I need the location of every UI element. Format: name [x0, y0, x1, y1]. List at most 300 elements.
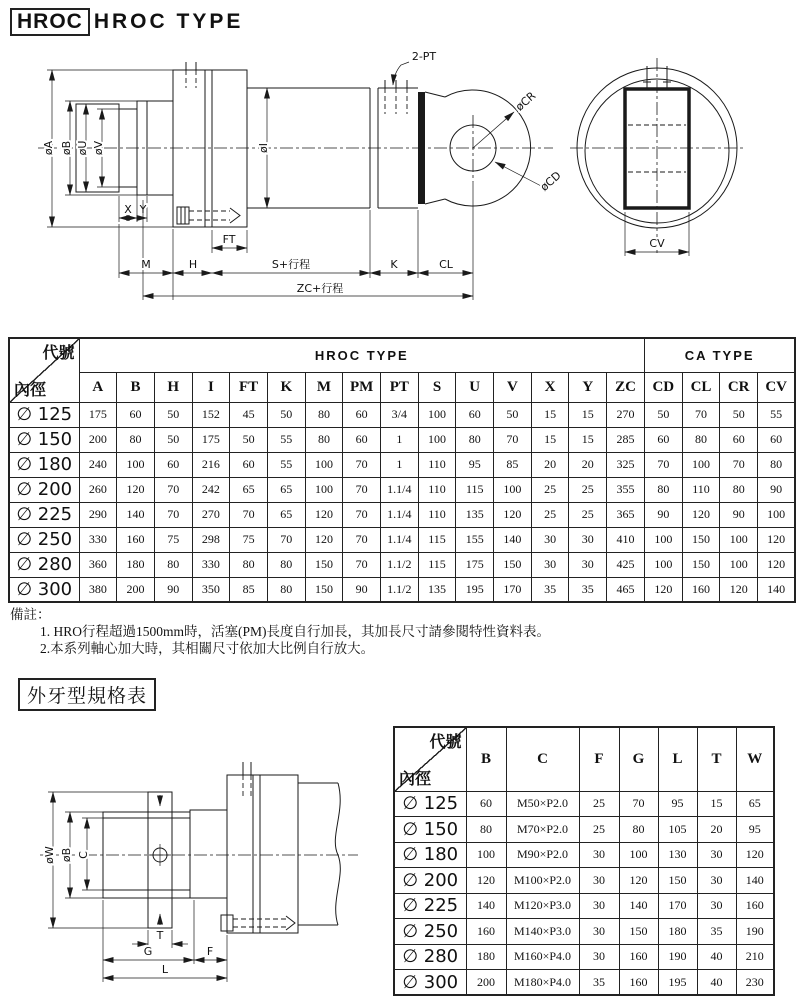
- value-cell: 95: [736, 817, 774, 843]
- value-cell: 15: [531, 402, 569, 427]
- value-cell: 80: [230, 552, 268, 577]
- value-cell: M180×P4.0: [506, 970, 579, 996]
- table-row: [9, 527, 795, 552]
- col-header: B: [117, 372, 155, 402]
- value-cell: 75: [154, 527, 192, 552]
- value-cell: 80: [154, 552, 192, 577]
- col-header: FT: [230, 372, 268, 402]
- col-header: U: [456, 372, 494, 402]
- value-cell: 15: [697, 791, 736, 817]
- value-cell: 15: [531, 427, 569, 452]
- value-cell: 190: [658, 944, 697, 970]
- value-cell: 50: [267, 402, 305, 427]
- dim-label-dia-u: øU: [76, 140, 89, 156]
- col-header: B: [466, 727, 506, 791]
- col-header: K: [267, 372, 305, 402]
- value-cell: 90: [343, 577, 381, 602]
- value-cell: 40: [697, 944, 736, 970]
- value-cell: 200: [117, 577, 155, 602]
- value-cell: 330: [79, 527, 117, 552]
- value-cell: 105: [658, 817, 697, 843]
- value-cell: 70: [343, 477, 381, 502]
- value-cell: M50×P2.0: [506, 791, 579, 817]
- value-cell: 135: [456, 502, 494, 527]
- value-cell: 160: [619, 944, 658, 970]
- value-cell: 1.1/4: [381, 502, 419, 527]
- value-cell: 65: [736, 791, 774, 817]
- table-row: [9, 552, 795, 577]
- value-cell: 70: [720, 452, 758, 477]
- col-header: I: [192, 372, 230, 402]
- value-cell: 70: [343, 452, 381, 477]
- bore-cell: ∅ 125: [394, 791, 466, 817]
- value-cell: 100: [720, 527, 758, 552]
- value-cell: 100: [644, 552, 682, 577]
- col-header: F: [579, 727, 619, 791]
- value-cell: 150: [494, 552, 532, 577]
- thread-spec-table: [393, 726, 775, 996]
- col-header: PT: [381, 372, 419, 402]
- table-corner-cell: [9, 338, 79, 402]
- value-cell: 1: [381, 427, 419, 452]
- value-cell: 45: [230, 402, 268, 427]
- table-row: [394, 893, 774, 919]
- value-cell: 1.1/2: [381, 577, 419, 602]
- value-cell: 160: [117, 527, 155, 552]
- value-cell: 100: [619, 842, 658, 868]
- table-row: [9, 577, 795, 602]
- value-cell: 30: [579, 944, 619, 970]
- dim-label-dia-b: øB: [60, 140, 73, 156]
- dim-label-dia-i: øI: [257, 143, 270, 153]
- dim-label-m: M: [141, 258, 151, 271]
- value-cell: 80: [305, 427, 343, 452]
- value-cell: 60: [154, 452, 192, 477]
- value-cell: 115: [456, 477, 494, 502]
- value-cell: 65: [267, 502, 305, 527]
- col-header: W: [736, 727, 774, 791]
- table-row: [394, 944, 774, 970]
- value-cell: 60: [644, 427, 682, 452]
- value-cell: 160: [466, 919, 506, 945]
- value-cell: 100: [418, 427, 456, 452]
- col-header: PM: [343, 372, 381, 402]
- corner-label-code: 代號: [42, 343, 75, 362]
- col-header: X: [531, 372, 569, 402]
- value-cell: 3/4: [381, 402, 419, 427]
- table-row: [9, 452, 795, 477]
- value-cell: 50: [494, 402, 532, 427]
- bore-cell: ∅ 225: [9, 502, 79, 527]
- value-cell: 110: [418, 452, 456, 477]
- col-header: S: [418, 372, 456, 402]
- bore-cell: ∅ 180: [9, 452, 79, 477]
- value-cell: 70: [619, 791, 658, 817]
- value-cell: 90: [758, 477, 796, 502]
- value-cell: 80: [305, 402, 343, 427]
- col-header: L: [658, 727, 697, 791]
- value-cell: 25: [569, 502, 607, 527]
- value-cell: 30: [569, 552, 607, 577]
- dim-label-y: Y: [139, 203, 147, 216]
- value-cell: 120: [619, 868, 658, 894]
- value-cell: 60: [343, 427, 381, 452]
- dim-label-zc-stroke: ZC+行程: [296, 282, 344, 295]
- value-cell: 30: [579, 868, 619, 894]
- value-cell: 40: [697, 970, 736, 996]
- value-cell: 290: [79, 502, 117, 527]
- value-cell: 90: [644, 502, 682, 527]
- value-cell: M160×P4.0: [506, 944, 579, 970]
- table-row: [9, 427, 795, 452]
- value-cell: 120: [117, 477, 155, 502]
- value-cell: 355: [607, 477, 645, 502]
- value-cell: 60: [456, 402, 494, 427]
- col-header: CL: [682, 372, 720, 402]
- table-row: [394, 791, 774, 817]
- value-cell: 330: [192, 552, 230, 577]
- value-cell: 70: [494, 427, 532, 452]
- table-row: [394, 868, 774, 894]
- value-cell: 150: [682, 552, 720, 577]
- value-cell: 120: [736, 842, 774, 868]
- value-cell: 150: [682, 527, 720, 552]
- value-cell: 160: [736, 893, 774, 919]
- value-cell: 30: [531, 527, 569, 552]
- value-cell: 100: [494, 477, 532, 502]
- page-title: HROC TYPE: [93, 10, 244, 33]
- dim-label-dia-b2: øB: [60, 847, 73, 863]
- value-cell: 100: [682, 452, 720, 477]
- value-cell: 80: [117, 427, 155, 452]
- value-cell: 200: [466, 970, 506, 996]
- value-cell: 120: [466, 868, 506, 894]
- value-cell: 70: [154, 477, 192, 502]
- table-row: [9, 402, 795, 427]
- bore-cell: ∅ 225: [394, 893, 466, 919]
- value-cell: 70: [682, 402, 720, 427]
- value-cell: 140: [117, 502, 155, 527]
- bore-cell: ∅ 280: [394, 944, 466, 970]
- value-cell: 100: [418, 402, 456, 427]
- col-header: CV: [758, 372, 796, 402]
- value-cell: 150: [305, 552, 343, 577]
- value-cell: 100: [117, 452, 155, 477]
- hroc-spec-table: [8, 337, 796, 603]
- value-cell: M120×P3.0: [506, 893, 579, 919]
- value-cell: 200: [79, 427, 117, 452]
- value-cell: 140: [466, 893, 506, 919]
- dim-label-k: K: [390, 258, 398, 271]
- value-cell: M100×P2.0: [506, 868, 579, 894]
- group-header-hroc: HROC TYPE: [79, 338, 644, 372]
- value-cell: 80: [456, 427, 494, 452]
- col-header: C: [506, 727, 579, 791]
- value-cell: 325: [607, 452, 645, 477]
- col-header: CR: [720, 372, 758, 402]
- value-cell: 140: [494, 527, 532, 552]
- value-cell: 175: [192, 427, 230, 452]
- model-badge: HROC: [10, 8, 90, 36]
- value-cell: 175: [456, 552, 494, 577]
- thread-section-title: 外牙型規格表: [18, 678, 156, 711]
- value-cell: 20: [569, 452, 607, 477]
- value-cell: 1: [381, 452, 419, 477]
- col-header: A: [79, 372, 117, 402]
- value-cell: 30: [579, 919, 619, 945]
- value-cell: 1.1/4: [381, 527, 419, 552]
- table-row: [9, 477, 795, 502]
- value-cell: 25: [579, 791, 619, 817]
- table-row: [394, 817, 774, 843]
- value-cell: 195: [658, 970, 697, 996]
- value-cell: M90×P2.0: [506, 842, 579, 868]
- corner-label-code: 代號: [429, 732, 462, 751]
- col-header: Y: [569, 372, 607, 402]
- value-cell: 190: [736, 919, 774, 945]
- table-corner-cell: [394, 727, 466, 791]
- value-cell: 80: [267, 577, 305, 602]
- dim-label-l: L: [161, 963, 169, 976]
- value-cell: 175: [79, 402, 117, 427]
- value-cell: 80: [267, 552, 305, 577]
- dim-label-t: T: [156, 929, 164, 942]
- value-cell: 95: [456, 452, 494, 477]
- value-cell: 30: [697, 868, 736, 894]
- value-cell: 25: [569, 477, 607, 502]
- bore-cell: ∅ 200: [9, 477, 79, 502]
- value-cell: 100: [720, 552, 758, 577]
- value-cell: 60: [720, 427, 758, 452]
- bore-cell: ∅ 125: [9, 402, 79, 427]
- value-cell: 140: [758, 577, 796, 602]
- value-cell: 25: [531, 502, 569, 527]
- value-cell: 150: [658, 868, 697, 894]
- dim-label-f: F: [206, 945, 214, 958]
- value-cell: 70: [267, 527, 305, 552]
- value-cell: 120: [305, 502, 343, 527]
- col-header: CD: [644, 372, 682, 402]
- table-row: [394, 970, 774, 996]
- value-cell: 150: [619, 919, 658, 945]
- table-row: [394, 919, 774, 945]
- value-cell: 80: [466, 817, 506, 843]
- value-cell: 230: [736, 970, 774, 996]
- value-cell: 110: [418, 502, 456, 527]
- bore-cell: ∅ 250: [394, 919, 466, 945]
- dim-label-dia-cd: øCD: [537, 168, 564, 194]
- bore-cell: ∅ 250: [9, 527, 79, 552]
- thread-view-drawing: [40, 762, 358, 982]
- value-cell: 110: [418, 477, 456, 502]
- value-cell: 15: [569, 402, 607, 427]
- dim-label-ft: FT: [222, 233, 236, 246]
- value-cell: 20: [697, 817, 736, 843]
- dim-label-x: X: [124, 203, 132, 216]
- dim-label-dia-w: øW: [43, 846, 56, 864]
- value-cell: 35: [697, 919, 736, 945]
- value-cell: 90: [154, 577, 192, 602]
- dim-label-s-stroke: S+行程: [271, 258, 311, 271]
- value-cell: 70: [644, 452, 682, 477]
- value-cell: 120: [758, 552, 796, 577]
- value-cell: 60: [117, 402, 155, 427]
- dim-label-c: C: [77, 851, 90, 859]
- value-cell: 35: [569, 577, 607, 602]
- value-cell: 30: [531, 552, 569, 577]
- value-cell: 100: [644, 527, 682, 552]
- value-cell: 160: [619, 970, 658, 996]
- value-cell: 425: [607, 552, 645, 577]
- value-cell: 70: [154, 502, 192, 527]
- value-cell: 150: [305, 577, 343, 602]
- value-cell: 70: [343, 552, 381, 577]
- value-cell: 25: [579, 817, 619, 843]
- value-cell: 100: [466, 842, 506, 868]
- column-header-row: [394, 727, 774, 791]
- value-cell: 155: [456, 527, 494, 552]
- dim-label-cl: CL: [439, 258, 453, 271]
- value-cell: 120: [494, 502, 532, 527]
- value-cell: 120: [644, 577, 682, 602]
- table-row: [394, 842, 774, 868]
- group-header-ca: CA TYPE: [644, 338, 795, 372]
- value-cell: 30: [579, 842, 619, 868]
- col-header: T: [697, 727, 736, 791]
- value-cell: 100: [305, 477, 343, 502]
- value-cell: 170: [494, 577, 532, 602]
- value-cell: 140: [736, 868, 774, 894]
- notes-block: [10, 606, 550, 657]
- value-cell: 30: [697, 842, 736, 868]
- notes-title: 備註：: [10, 607, 51, 622]
- value-cell: 80: [758, 452, 796, 477]
- value-cell: 30: [569, 527, 607, 552]
- side-view-drawing: [38, 50, 564, 300]
- value-cell: 216: [192, 452, 230, 477]
- dim-label-dia-cr: øCR: [513, 89, 539, 114]
- value-cell: 70: [343, 527, 381, 552]
- value-cell: 60: [230, 452, 268, 477]
- value-cell: 270: [607, 402, 645, 427]
- value-cell: 70: [230, 502, 268, 527]
- col-header: V: [494, 372, 532, 402]
- value-cell: 465: [607, 577, 645, 602]
- value-cell: 55: [267, 452, 305, 477]
- bore-cell: ∅ 300: [394, 970, 466, 996]
- value-cell: 180: [466, 944, 506, 970]
- value-cell: 60: [758, 427, 796, 452]
- value-cell: 80: [720, 477, 758, 502]
- note-item-1: 1. HRO行程超過1500mm時，活塞(PM)長度自行加長，其加長尺寸請參閱特性資料表。: [40, 624, 551, 639]
- value-cell: M70×P2.0: [506, 817, 579, 843]
- value-cell: 260: [79, 477, 117, 502]
- value-cell: 50: [720, 402, 758, 427]
- value-cell: 85: [230, 577, 268, 602]
- corner-label-bore: 內徑: [14, 379, 47, 399]
- bore-cell: ∅ 300: [9, 577, 79, 602]
- bore-cell: ∅ 150: [9, 427, 79, 452]
- value-cell: 285: [607, 427, 645, 452]
- value-cell: 80: [682, 427, 720, 452]
- dim-label-dia-v: øV: [92, 140, 105, 156]
- dim-label-dia-a: øA: [42, 140, 55, 156]
- value-cell: 120: [720, 577, 758, 602]
- value-cell: 120: [305, 527, 343, 552]
- value-cell: 160: [682, 577, 720, 602]
- col-header: H: [154, 372, 192, 402]
- value-cell: 80: [619, 817, 658, 843]
- column-header-row: [9, 372, 795, 402]
- value-cell: 210: [736, 944, 774, 970]
- value-cell: 55: [267, 427, 305, 452]
- bore-cell: ∅ 280: [9, 552, 79, 577]
- col-header: G: [619, 727, 658, 791]
- value-cell: 85: [494, 452, 532, 477]
- dim-label-g: G: [143, 945, 153, 958]
- value-cell: 410: [607, 527, 645, 552]
- value-cell: M140×P3.0: [506, 919, 579, 945]
- value-cell: 360: [79, 552, 117, 577]
- value-cell: 60: [343, 402, 381, 427]
- value-cell: 365: [607, 502, 645, 527]
- value-cell: 130: [658, 842, 697, 868]
- note-item-2: 2.本系列軸心加大時，其相關尺寸依加大比例自行放大。: [40, 641, 375, 656]
- value-cell: 65: [267, 477, 305, 502]
- dim-label-h: H: [188, 258, 198, 271]
- value-cell: 242: [192, 477, 230, 502]
- value-cell: 180: [658, 919, 697, 945]
- value-cell: 170: [658, 893, 697, 919]
- end-view-drawing: [570, 58, 744, 256]
- col-header: ZC: [607, 372, 645, 402]
- value-cell: 35: [531, 577, 569, 602]
- col-header: M: [305, 372, 343, 402]
- value-cell: 20: [531, 452, 569, 477]
- value-cell: 350: [192, 577, 230, 602]
- value-cell: 140: [619, 893, 658, 919]
- value-cell: 115: [418, 527, 456, 552]
- value-cell: 135: [418, 577, 456, 602]
- value-cell: 152: [192, 402, 230, 427]
- bore-cell: ∅ 150: [394, 817, 466, 843]
- value-cell: 180: [117, 552, 155, 577]
- value-cell: 30: [579, 893, 619, 919]
- value-cell: 15: [569, 427, 607, 452]
- value-cell: 100: [305, 452, 343, 477]
- corner-label-bore: 內徑: [399, 768, 432, 788]
- value-cell: 75: [230, 527, 268, 552]
- value-cell: 380: [79, 577, 117, 602]
- value-cell: 50: [644, 402, 682, 427]
- dim-label-cv: CV: [649, 237, 665, 250]
- value-cell: 115: [418, 552, 456, 577]
- bore-cell: ∅ 180: [394, 842, 466, 868]
- value-cell: 50: [154, 402, 192, 427]
- value-cell: 50: [230, 427, 268, 452]
- bore-cell: ∅ 200: [394, 868, 466, 894]
- value-cell: 90: [720, 502, 758, 527]
- value-cell: 65: [230, 477, 268, 502]
- value-cell: 70: [343, 502, 381, 527]
- value-cell: 50: [154, 427, 192, 452]
- value-cell: 25: [531, 477, 569, 502]
- value-cell: 1.1/2: [381, 552, 419, 577]
- value-cell: 240: [79, 452, 117, 477]
- value-cell: 35: [579, 970, 619, 996]
- value-cell: 95: [658, 791, 697, 817]
- value-cell: 55: [758, 402, 796, 427]
